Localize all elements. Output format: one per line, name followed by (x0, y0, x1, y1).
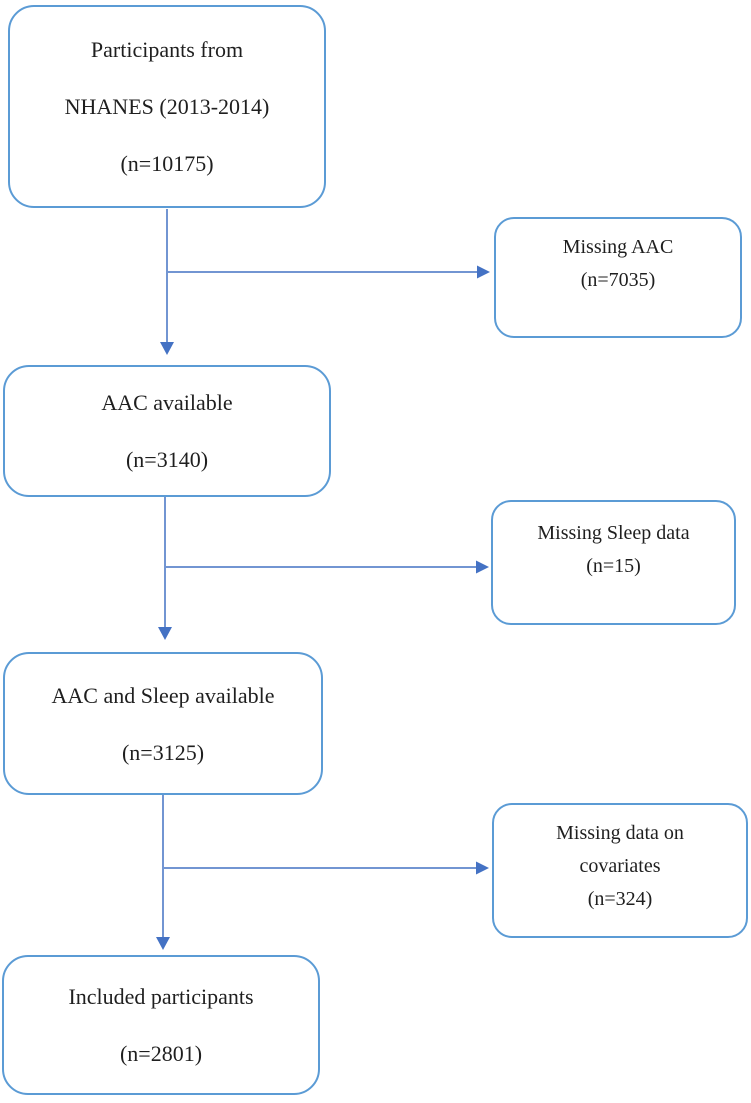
text-line: NHANES (2013-2014) (64, 94, 270, 119)
count-line: (n=15) (586, 555, 641, 577)
text-line: covariates (579, 855, 661, 877)
arrow-down-participants-to-aac (160, 209, 174, 355)
arrow-down-aac-to-aac-sleep (158, 497, 172, 640)
count-line: (n=324) (587, 888, 653, 910)
text-line: Missing AAC (562, 236, 674, 258)
flow-box-aac-and-sleep-available (3, 652, 323, 795)
text-line: AAC and Sleep available (51, 682, 275, 708)
count-line: (n=10175) (120, 151, 214, 176)
count-line: (n=3125) (121, 739, 205, 765)
exclusion-box-missing-aac (494, 217, 742, 338)
exclusion-box-missing-sleep-data (491, 500, 736, 625)
text-line: AAC available (101, 390, 233, 415)
exclusion-box-missing-covariates (492, 803, 748, 938)
arrow-down-aac-sleep-to-included (156, 795, 170, 950)
count-line: (n=7035) (580, 269, 656, 291)
flow-box-aac-available (3, 365, 331, 497)
text-line: Missing Sleep data (537, 522, 690, 544)
flow-box-participants-nhanes (8, 5, 326, 208)
count-line: (n=3140) (125, 447, 209, 472)
arrow-right-to-missing-aac (168, 266, 490, 279)
text-line: Missing data on (556, 822, 684, 844)
count-line: (n=2801) (119, 1041, 203, 1066)
flow-box-included-participants (2, 955, 320, 1095)
arrow-right-to-missing-covariates (164, 862, 489, 875)
text-line: Participants from (90, 37, 244, 62)
arrow-right-to-missing-sleep (166, 561, 489, 574)
text-line: Included participants (68, 984, 254, 1009)
